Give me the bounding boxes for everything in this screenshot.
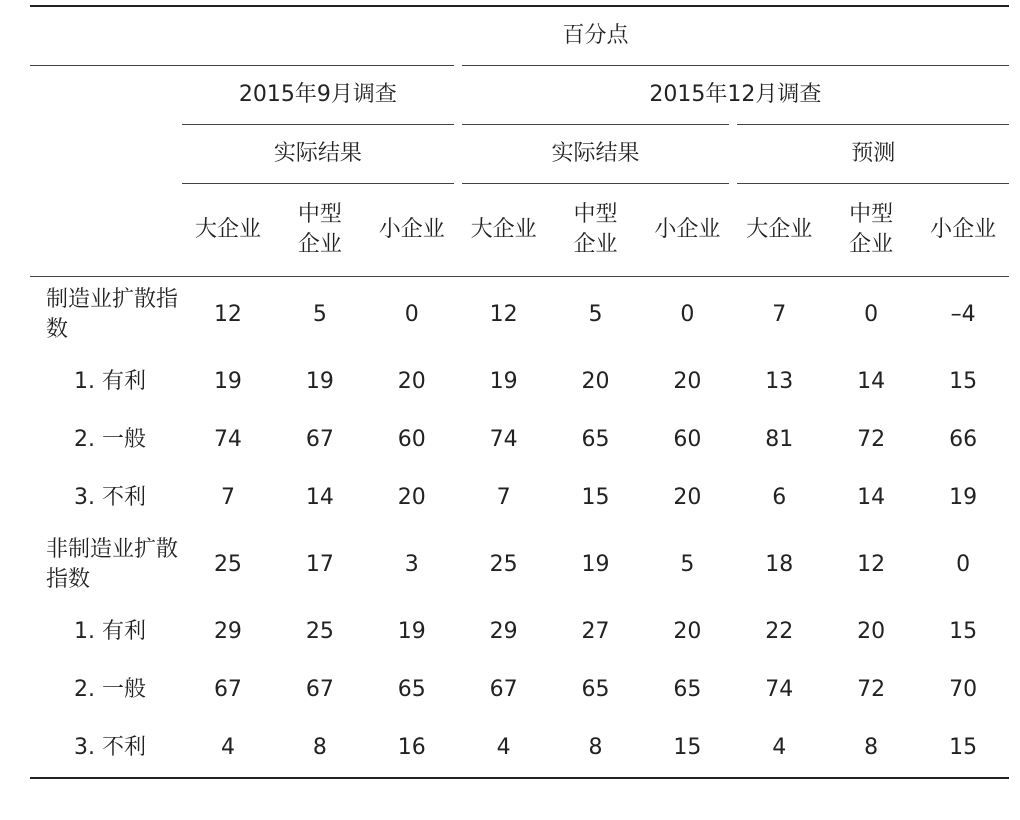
cell-value: 20 (673, 485, 702, 510)
table-row (30, 353, 1009, 411)
cell-value: 67 (305, 427, 334, 452)
cell-value: 14 (305, 485, 334, 510)
cell-value: 7 (496, 485, 511, 510)
cell-value: 65 (673, 677, 702, 702)
cell-value: 8 (550, 719, 642, 778)
cell-value: 25 (213, 552, 242, 577)
row-label: 1. 有利 (74, 619, 146, 644)
cell-value: 12 (213, 302, 242, 327)
cell-value: 6 (772, 485, 787, 510)
cell-value: 22 (765, 619, 794, 644)
cell-value: 20 (581, 369, 610, 394)
cell-value: 65 (581, 677, 610, 702)
survey-row (30, 66, 1009, 125)
cell-value: 16 (366, 719, 458, 778)
size-medium-text: 中型企业 (849, 202, 894, 257)
row-label: 1. 有利 (74, 369, 146, 394)
company-size-row (30, 184, 1009, 277)
cell-value: 7 (220, 485, 235, 510)
table-row (30, 411, 1009, 469)
cell-value: 20 (673, 619, 702, 644)
cell-value: 25 (305, 619, 334, 644)
cell-value: 72 (857, 677, 886, 702)
survey-sept-title: 2015年9月调查 (182, 66, 458, 125)
cell-value: 60 (397, 427, 426, 452)
cell-value: 19 (581, 552, 610, 577)
cell-value: 19 (213, 369, 242, 394)
cell-value: 18 (765, 552, 794, 577)
cell-value: 17 (305, 552, 334, 577)
size-large: 大企业 (733, 184, 825, 277)
cell-value: 20 (397, 485, 426, 510)
cell-value: 66 (949, 427, 978, 452)
cell-value: 20 (673, 369, 702, 394)
cell-value: 20 (857, 619, 886, 644)
cell-value: 4 (182, 719, 274, 778)
unit-row (30, 6, 1009, 66)
cell-value: 15 (949, 369, 978, 394)
section-row (30, 527, 1009, 603)
size-large: 大企业 (182, 184, 274, 277)
cell-value: 20 (397, 369, 426, 394)
row-label: 3. 不利 (74, 485, 146, 510)
cell-value: 60 (673, 427, 702, 452)
row-label: 制造业扩散指数 (46, 287, 179, 342)
dec-forecast-header: 预测 (733, 125, 1009, 184)
cell-value: 27 (581, 619, 610, 644)
cell-value: 13 (765, 369, 794, 394)
sept-actual-header: 实际结果 (182, 125, 458, 184)
size-small: 小企业 (917, 184, 1009, 277)
table-row (30, 719, 1009, 778)
cell-value: 12 (489, 302, 518, 327)
cell-value: 19 (489, 369, 518, 394)
cell-value: 5 (588, 302, 603, 327)
cell-value: 15 (581, 485, 610, 510)
cell-value: 74 (213, 427, 242, 452)
survey-dec-title: 2015年12月调查 (458, 66, 1009, 125)
cell-value: 8 (274, 719, 366, 778)
cell-value: 70 (949, 677, 978, 702)
cell-value: 0 (956, 552, 971, 577)
cell-value: 5 (312, 302, 327, 327)
cell-value: 67 (305, 677, 334, 702)
size-small: 小企业 (366, 184, 458, 277)
section-row (30, 277, 1009, 354)
cell-value: 15 (917, 719, 1009, 778)
dec-actual-header: 实际结果 (458, 125, 734, 184)
size-medium-text: 中型企业 (297, 202, 342, 257)
cell-value: 15 (949, 619, 978, 644)
size-large: 大企业 (458, 184, 550, 277)
cell-value: 74 (489, 427, 518, 452)
cell-value: 4 (733, 719, 825, 778)
cell-value: 25 (489, 552, 518, 577)
cell-value: 4 (458, 719, 550, 778)
cell-value: 67 (213, 677, 242, 702)
cell-value: 14 (857, 485, 886, 510)
cell-value: 81 (765, 427, 794, 452)
cell-value: 29 (213, 619, 242, 644)
cell-value: 12 (857, 552, 886, 577)
cell-value: 0 (404, 302, 419, 327)
size-medium (550, 184, 642, 277)
size-medium (825, 184, 917, 277)
row-label: 2. 一般 (74, 677, 146, 702)
cell-value: 8 (825, 719, 917, 778)
row-label: 3. 不利 (30, 719, 182, 778)
cell-value: 0 (864, 302, 879, 327)
cell-value: 14 (857, 369, 886, 394)
cell-value: 19 (949, 485, 978, 510)
cell-value: 67 (489, 677, 518, 702)
table-row (30, 661, 1009, 719)
cell-value: 15 (641, 719, 733, 778)
cell-value: –4 (950, 302, 976, 327)
row-label: 非制造业扩散指数 (46, 537, 179, 592)
cell-value: 5 (680, 552, 695, 577)
unit-label: 百分点 (182, 6, 1009, 66)
size-small: 小企业 (641, 184, 733, 277)
size-medium-text: 中型企业 (573, 202, 618, 257)
cell-value: 3 (404, 552, 419, 577)
cell-value: 65 (581, 427, 610, 452)
table-row (30, 469, 1009, 527)
cell-value: 19 (397, 619, 426, 644)
cell-value: 7 (772, 302, 787, 327)
table-body (30, 277, 1009, 779)
table-row (30, 603, 1009, 661)
cell-value: 72 (857, 427, 886, 452)
row-label: 2. 一般 (74, 427, 146, 452)
cell-value: 74 (765, 677, 794, 702)
diffusion-index-table (30, 5, 1009, 779)
size-medium (274, 184, 366, 277)
cell-value: 0 (680, 302, 695, 327)
cell-value: 29 (489, 619, 518, 644)
cell-value: 65 (397, 677, 426, 702)
cell-value: 19 (305, 369, 334, 394)
result-type-row (30, 125, 1009, 184)
